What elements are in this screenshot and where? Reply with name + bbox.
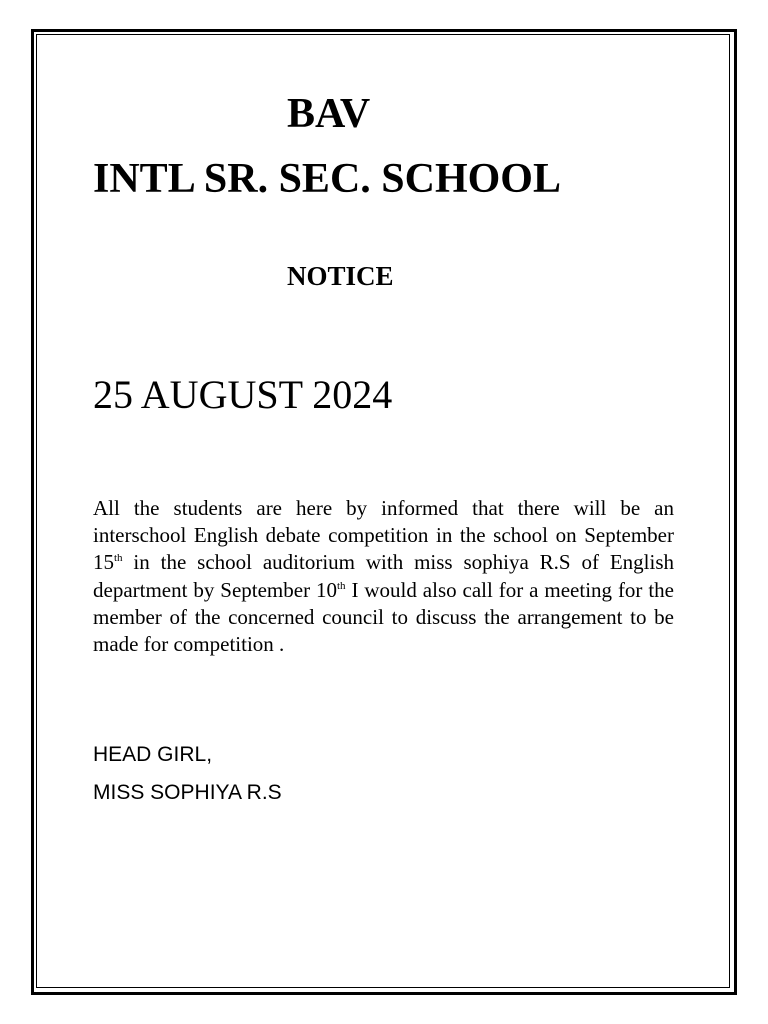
notice-heading: NOTICE: [287, 261, 394, 291]
ordinal-suffix: th: [114, 552, 123, 565]
notice-body: [93, 495, 674, 658]
notice-body-text-part2: in the school auditorium with miss sophiya R.S of English department by September 10: [93, 550, 674, 602]
signer-role: HEAD GIRL,: [93, 743, 213, 766]
school-name-line2: INTL SR. SEC. SCHOOL: [93, 156, 561, 202]
notice-body-text-part3: I would also call for a meeting for the member of the concerned council to discuss the arrangement to be made for competition .: [93, 577, 674, 657]
notice-date: 25 AUGUST 2024: [93, 372, 393, 417]
signer-name: MISS SOPHIYA R.S: [93, 781, 282, 804]
ordinal-suffix: th: [337, 579, 346, 592]
school-name-line1: BAV: [287, 91, 371, 137]
notice-body-text-part1: All the students are here by informed that there will be an interschool English debate competition in the school on September 15: [93, 496, 674, 575]
